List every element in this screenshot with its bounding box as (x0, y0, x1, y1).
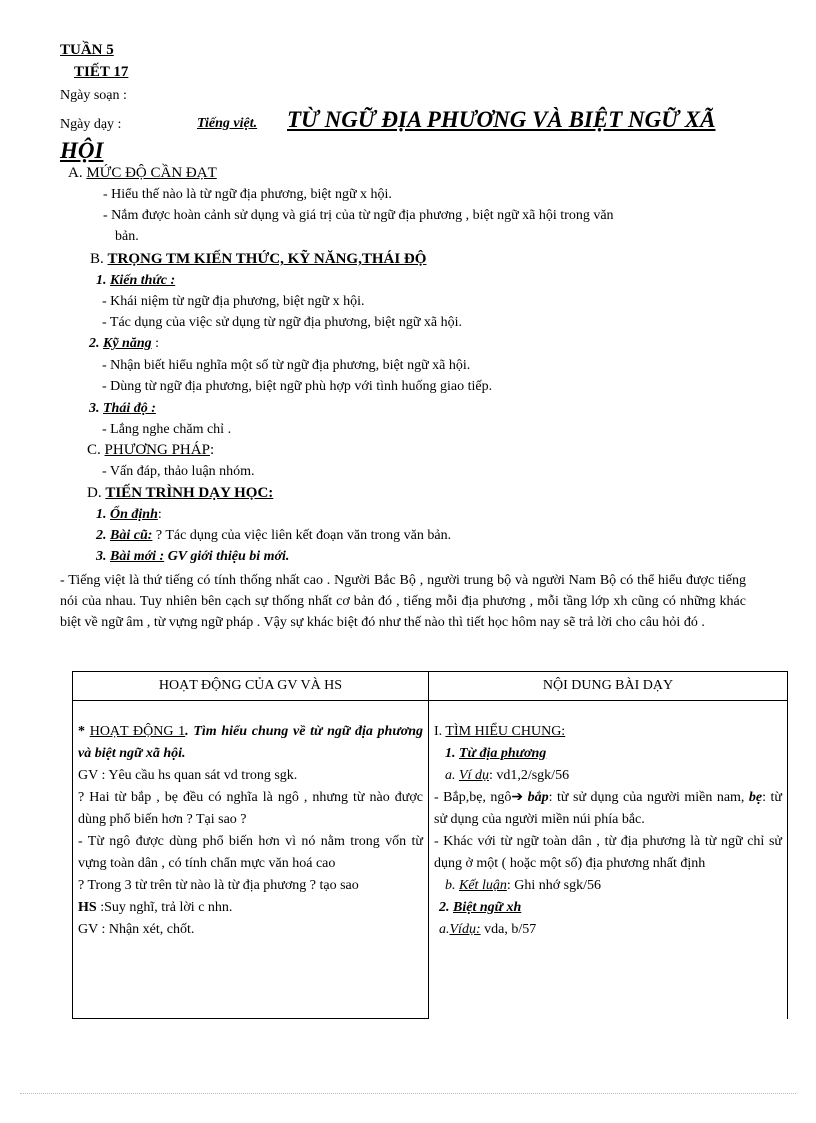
right-p5: - Khác với từ ngữ toàn dân , từ địa phương là từ ngữ chỉ sử dụng ở một ( hoặc một số) địa phương nhất định (434, 834, 782, 871)
item-old-lesson: 2. Bài cũ: ? Tác dụng của việc liên kết đoạn văn trong văn bản. (96, 528, 452, 543)
section-a-heading: A. MỨC ĐỘ CẦN ĐẠT (68, 165, 217, 181)
page-footer-line (20, 1093, 796, 1094)
right-cell (428, 700, 788, 1019)
skills-line-2: - Dùng từ ngữ địa phương, biệt ngữ phù hợp với tình huống giao tiếp. (102, 379, 493, 394)
week-label: TUẦN 5 (60, 42, 114, 58)
section-a-line-1: - Hiểu thế nào là từ ngữ địa phương, biệt ngữ x hội. (103, 187, 392, 202)
col1-header: HOẠT ĐỘNG CỦA GV VÀ HS (72, 671, 429, 701)
right-example: a. Ví dụ: vd1,2/sgk/56 (445, 768, 570, 783)
left-p4: ? Trong 3 từ trên từ nào là từ địa phương ? tạo sao (78, 878, 359, 893)
right-heading-1: I. TÌM HIỂU CHUNG: (434, 724, 566, 739)
section-c-heading: C. PHƯƠNG PHÁP: (87, 442, 215, 458)
date-taught: Ngày dạy : (60, 117, 122, 132)
knowledge-line-1: - Khái niệm từ ngữ địa phương, biệt ngữ x hội. (102, 294, 365, 309)
left-cell (72, 700, 429, 1019)
period-label: TIẾT 17 (74, 64, 129, 80)
lesson-title: TỪ NGỮ ĐỊA PHƯƠNG VÀ BIỆT NGỮ XÃ (287, 107, 716, 132)
knowledge-heading: 1. Kiến thức : (96, 273, 176, 288)
attitude-line-1: - Lắng nghe chăm chỉ . (102, 422, 232, 437)
right-example-2: a.Vídụ: vda, b/57 (439, 922, 537, 937)
lesson-title-cont: HỘI (60, 138, 104, 163)
section-a-line-2: - Nắm được hoàn cảnh sử dụng và giá trị của từ ngữ địa phương , biệt ngữ xã hội trong văn (103, 208, 614, 223)
arrow-right-icon: ➔ (511, 790, 524, 805)
col2-header: NỘI DUNG BÀI DẠY (428, 671, 788, 701)
left-gv: GV : Nhận xét, chốt. (78, 922, 195, 937)
activity-1: * HOẠT ĐỘNG 1. Tìm hiểu chung về từ ngữ địa phương và biệt ngữ xã hội. (78, 724, 423, 761)
subject-label: Tiếng việt. (197, 116, 258, 131)
item-stabilize: 1. Ổn định: (96, 507, 162, 522)
left-hs: HS :Suy nghĩ, trả lời c nhn. (78, 900, 233, 915)
section-a-line-3: bản. (115, 229, 139, 244)
right-social-jargon: 2. Biệt ngữ xh (439, 900, 522, 915)
lesson-table (72, 671, 788, 1019)
section-d-heading: D. TIẾN TRÌNH DẠY HỌC: (87, 485, 274, 501)
intro-paragraph: - Tiếng việt là thứ tiếng có tính thống nhất cao . Người Bắc Bộ , người trung bộ và người Nam Bộ có thể hiểu được tiếng nói của nhau. Tuy nhiên bên cạch sự thống nhất cơ bản đó , tiếng mỗi địa phương , mỗi tầng lớp xh cũng có những khác biệt về ngữ âm , từ vựng ngữ pháp . Vậy sự khác biệt đó như thế nào thì tiết học hôm nay sẽ trả lời cho câu hỏi đó . (60, 573, 746, 630)
item-new-lesson: 3. Bài mới : GV giới thiệu bi mới. (96, 549, 290, 564)
right-local-words: 1. Từ địa phương (445, 746, 547, 761)
attitude-heading: 3. Thái độ : (89, 401, 156, 416)
skills-heading: 2. Kỹ năng : (89, 336, 160, 351)
section-b-heading: B. TRỌNG TM KIẾN THỨC, KỸ NĂNG,THÁI ĐỘ (90, 251, 427, 267)
left-p3: - Từ ngô được dùng phổ biến hơn vì nó nằm trong vốn từ vựng toàn dân , có tính chẩn mực văn hoá cao (78, 834, 423, 871)
right-conclusion: b. Kết luận: Ghi nhớ sgk/56 (445, 878, 601, 893)
left-p2: ? Hai từ bắp , bẹ đều có nghĩa là ngô , nhưng từ nào được dùng phổ biến hơn ? Tại sao ? (78, 790, 423, 827)
date-prepared: Ngày soạn : (60, 88, 127, 103)
knowledge-line-2: - Tác dụng của việc sử dụng từ ngữ địa phương, biệt ngữ xã hội. (102, 315, 463, 330)
skills-line-1: - Nhận biết hiểu nghĩa một số từ ngữ địa phương, biệt ngữ xã hội. (102, 358, 471, 373)
section-c-line-1: - Vấn đáp, thảo luận nhóm. (102, 464, 255, 479)
left-p1: GV : Yêu cầu hs quan sát vd trong sgk. (78, 768, 298, 783)
right-p4: - Bắp,bẹ, ngô➔ bắp: từ sử dụng của người miền nam, bẹ: từ sử dụng của người miền núi phía bắc. (434, 790, 783, 827)
